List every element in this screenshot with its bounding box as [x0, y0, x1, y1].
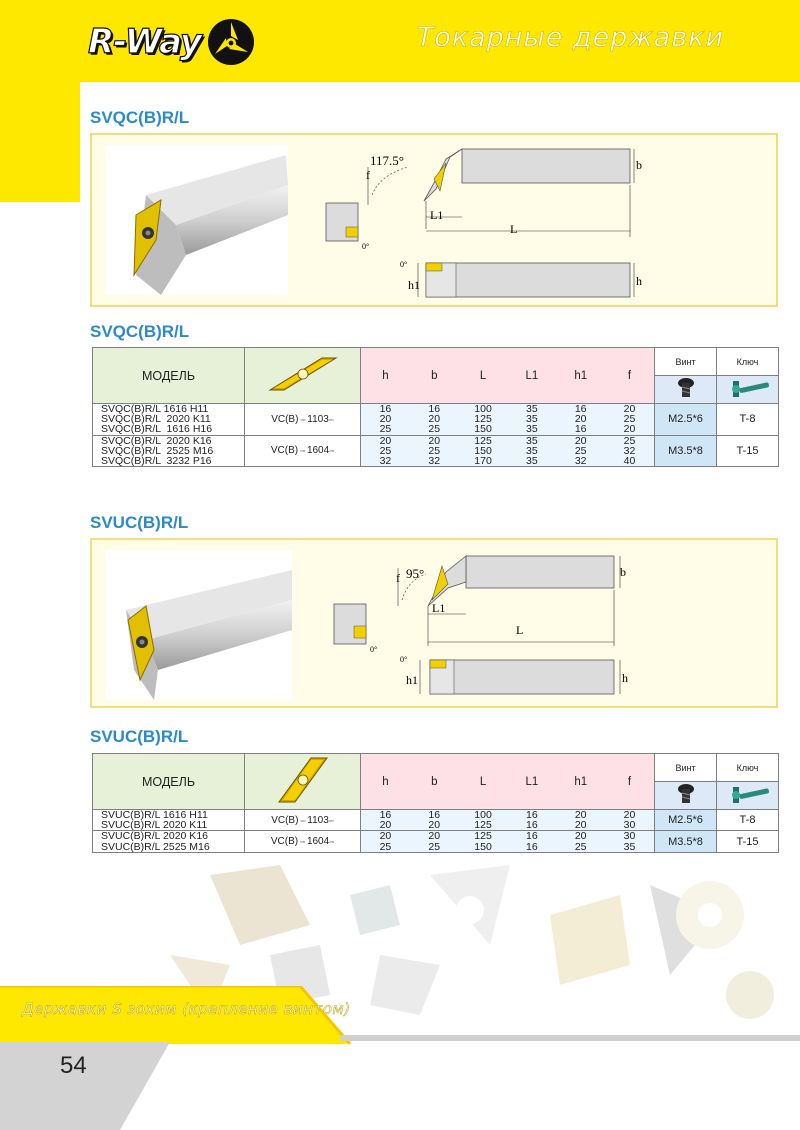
svqc-key-cell-g1: T-8 — [717, 404, 779, 436]
dims-row: 25 25 150 35 16 20 — [379, 423, 636, 436]
page-category-title: Токарные державки — [416, 22, 724, 53]
dim-header-L1: L1 — [525, 369, 539, 382]
insert-code: 1103 — [307, 413, 329, 425]
svuc-zero-top: 0° — [370, 645, 378, 654]
dim-header-h: h — [382, 369, 389, 382]
insert-vcmt-icon — [266, 354, 340, 394]
table-row: SVQC(B)R/L 3232 P16 — [101, 455, 212, 468]
insert-type: VC(B) — [271, 413, 299, 425]
dims-row: 25 25 150 35 25 32 — [379, 444, 636, 457]
svqc-L1-label: L1 — [430, 208, 444, 222]
insert-code: 1604 — [306, 836, 330, 848]
logo-emblem-icon — [205, 16, 257, 68]
svuc-b-label: b — [620, 565, 626, 579]
svqc-L-label: L — [510, 222, 518, 236]
svuc-key-cell-g1: T-8 — [717, 810, 779, 831]
dim-header-b: b — [431, 775, 438, 788]
page-number: 54 — [60, 1052, 87, 1079]
table-row: SVUC(B)R/L 1616 H11 — [101, 809, 208, 821]
svqc-table-title: SVQC(B)R/L — [90, 322, 190, 341]
dim-header-h: h — [382, 775, 389, 788]
table-row: SVQC(B)R/L 2020 K16 — [101, 434, 212, 447]
svqc-zero-top: 0° — [362, 242, 370, 251]
screw-column-header: Винт — [655, 348, 717, 376]
svqc-figure-title: SVQC(B)R/L — [90, 108, 190, 127]
svuc-screw-cell-g2: M3.5*8 — [655, 831, 717, 852]
svuc-figure-title: SVUC(B)R/L — [90, 513, 189, 532]
svuc-angle-label: 95° — [406, 566, 425, 581]
svuc-dims-cell-g2 — [361, 831, 655, 852]
svuc-technical-drawing — [320, 550, 770, 700]
table-row: SVQC(B)R/L 2020 K11 — [101, 413, 211, 426]
dim-header-L1: L1 — [525, 775, 539, 788]
hex-screw-icon — [676, 783, 696, 805]
svqc-tool-photo — [106, 145, 288, 295]
svuc-h1-label: h1 — [406, 673, 418, 687]
svuc-insert-cell-g2: VC(B) ▫▫ 1604▫▫ — [245, 831, 361, 852]
insert-type: VC(B) — [270, 445, 299, 457]
svqc-h1-label: h1 — [408, 278, 420, 292]
table-row: SVQC(B)R/L 2525 M16 — [101, 444, 214, 457]
svqc-spec-table — [92, 347, 779, 467]
screw-image — [655, 782, 717, 810]
hex-screw-icon — [676, 377, 696, 399]
insert-image-header — [245, 348, 361, 404]
insert-type: VC(B) — [271, 814, 299, 826]
svuc-table-title: SVUC(B)R/L — [90, 727, 189, 746]
svuc-tool-photo — [106, 550, 292, 700]
footer-caption: Державки S зохим (крепление винтом) — [22, 1000, 351, 1018]
svqc-model-cell-g1 — [93, 404, 245, 436]
dims-row: 16 16 100 16 20 20 — [379, 809, 636, 821]
footer-gray-band — [0, 1042, 800, 1130]
svqc-h-label: h — [636, 274, 642, 288]
svqc-zero-side: 0° — [400, 260, 408, 269]
dim-header-f: f — [627, 369, 632, 382]
svuc-L1-label: L1 — [432, 601, 446, 615]
svuc-model-cell-g2 — [93, 831, 245, 852]
table-row: SVQC(B)R/L 1616 H16 — [101, 423, 213, 436]
table-row: SVUC(B)R/L 2020 K11 — [101, 819, 208, 832]
key-image — [717, 376, 779, 404]
insert-code: 1103 — [307, 814, 329, 826]
dims-row: 20 20 125 16 20 30 — [379, 819, 636, 832]
dims-row: 20 20 125 16 20 30 — [379, 830, 636, 843]
svqc-model-cell-g2 — [93, 435, 245, 467]
svqc-key-cell-g2: T-15 — [717, 435, 779, 467]
table-row: SVUC(B)R/L 2525 M16 — [101, 840, 210, 853]
brand-logo — [88, 14, 257, 70]
svqc-dims-cell-g2 — [361, 435, 655, 467]
dims-row: 20 20 125 35 20 25 — [379, 413, 636, 426]
svqc-dims-cell-g1 — [361, 404, 655, 436]
dimension-headers — [361, 754, 655, 810]
svuc-L-label: L — [516, 623, 524, 637]
svqc-technical-drawing — [310, 145, 770, 301]
svuc-spec-table — [92, 753, 779, 853]
key-image — [717, 782, 779, 810]
torx-key-icon — [725, 377, 771, 399]
svuc-model-cell-g1 — [93, 810, 245, 831]
screw-column-header: Винт — [655, 754, 717, 782]
table-row: SVUC(B)R/L 2020 K16 — [101, 830, 208, 843]
header-side-band — [0, 82, 80, 202]
dims-row: 32 32 170 35 32 40 — [379, 455, 636, 468]
screw-image — [655, 376, 717, 404]
key-column-header: Ключ — [717, 754, 779, 782]
svuc-figure-box — [90, 538, 778, 708]
svuc-screw-cell-g1: M2.5*6 — [655, 810, 717, 831]
dims-row: 20 20 125 35 20 25 — [379, 434, 636, 447]
key-column-header: Ключ — [717, 348, 779, 376]
dim-header-h1: h1 — [574, 775, 588, 788]
svuc-f-label: f — [396, 571, 400, 585]
dim-header-b: b — [431, 369, 438, 382]
insert-vcmt-icon — [273, 754, 333, 806]
dim-header-L: L — [479, 775, 487, 788]
brand-name: R-Way — [88, 22, 202, 62]
svuc-key-cell-g2: T-15 — [717, 831, 779, 852]
svuc-zero-side: 0° — [400, 655, 408, 664]
svqc-figure-box — [90, 133, 778, 307]
dims-row: 25 25 150 16 25 35 — [379, 840, 636, 853]
svuc-h-label: h — [622, 671, 628, 685]
torx-key-icon — [725, 783, 771, 805]
model-column-header: МОДЕЛЬ — [93, 754, 245, 810]
insert-type: VC(B) — [270, 836, 299, 848]
dim-header-L: L — [479, 369, 487, 382]
dimension-headers — [361, 348, 655, 404]
table-row: SVQC(B)R/L 1616 H11 — [101, 403, 209, 415]
insert-image-header — [245, 754, 361, 810]
svqc-insert-cell-g1: VC(B) ▫▫ 1103▫▫ — [245, 404, 361, 436]
dim-header-h1: h1 — [574, 369, 588, 382]
svqc-insert-cell-g2: VC(B) ▫▫ 1604▫▫ — [245, 435, 361, 467]
svqc-angle-label: 117.5° — [370, 153, 404, 168]
dim-header-f: f — [627, 775, 632, 788]
svqc-screw-cell-g1: M2.5*6 — [655, 404, 717, 436]
dims-row: 16 16 100 35 16 20 — [379, 403, 636, 415]
svqc-screw-cell-g2: M3.5*8 — [655, 435, 717, 467]
svuc-dims-cell-g1 — [361, 810, 655, 831]
svqc-b-label: b — [636, 158, 642, 172]
model-column-header: МОДЕЛЬ — [93, 348, 245, 404]
svuc-insert-cell-g1: VC(B) ▫▫ 1103▫▫ — [245, 810, 361, 831]
svqc-f-label: f — [366, 168, 370, 182]
insert-code: 1604 — [306, 445, 330, 457]
